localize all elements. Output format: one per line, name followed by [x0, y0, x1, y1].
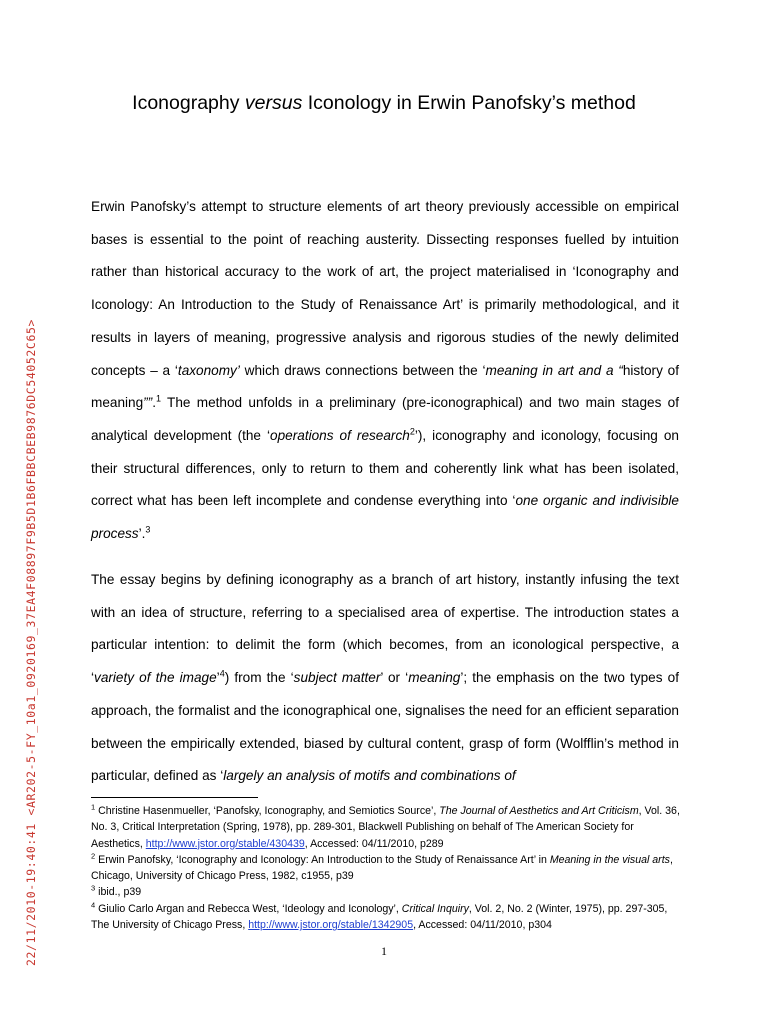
page-number: 1	[381, 944, 387, 958]
footnotes	[91, 803, 681, 933]
footnote-1: $^1$ Christine Hasenmueller, ‘Panofsky, Iconography, and Semiotics Source’, The Journal of Aesthetics and Art Criticism, Vol. 36, No. 3, Critical Interpretation (Spring, 1978), pp. 289-301, Blackwell Publishing on behalf of The American Society for Aesthetics, http://www.jstor.org/stable/430439, Accessed: 04/11/2010, p289	[91, 802, 680, 850]
document-id-stamp: 22/11/2010-19:40:41 <AR202-5-FY_10a1_0920169_37EA4F08897F9B5D1B6FBBCBEB9876DC54052C65>	[24, 318, 38, 966]
jstor-link[interactable]: http://www.jstor.org/stable/1342905	[248, 919, 414, 932]
footnote-separator	[91, 797, 258, 798]
paragraph-2: The essay begins by defining iconography as a branch of art history, instantly infusing the text with an idea of structure, referring to a specialised area of expertise. The introduction states a particular intention: to delimit the form (which becomes, from an iconological perspective, a ‘variety of the image’$^4$) from the ‘subject matter’ or ‘meaning’; the emphasis on the two types of approach, the formalist and the iconographical one, signalises the need for an efficient separation between the empirically extended, biased by cultural content, grasp of form (Wolfflin’s method in particular, defined as ‘largely an analysis of motifs and combinations of	[91, 572, 679, 784]
footnote-4: $^4$ Giulio Carlo Argan and Rebecca West, ‘Ideology and Iconology’, Critical Inquiry, Vol. 2, No. 2 (Winter, 1975), pp. 297-305, The University of Chicago Press, http://www.jstor.org/stable/1342905, Accessed: 04/11/2010, p304	[91, 900, 668, 932]
footnote-ref[interactable]: 4	[219, 668, 225, 679]
footnote-2: $^2$ Erwin Panofsky, ‘Iconography and Iconology: An Introduction to the Study of Renaissance Art’ in Meaning in the visual arts, Chicago, University of Chicago Press, 1982, c1955, p39	[91, 851, 673, 883]
footnote-ref[interactable]: 2	[409, 426, 415, 437]
page-title: Iconography versus Iconology in Erwin Panofsky’s method	[132, 92, 636, 114]
footnote-ref[interactable]: 1	[156, 393, 162, 404]
jstor-link[interactable]: http://www.jstor.org/stable/430439	[145, 837, 305, 850]
footnote-ref[interactable]: 3	[145, 524, 151, 535]
footnote-3: $^3$ ibid., p39	[91, 883, 142, 899]
paragraph-1: Erwin Panofsky’s attempt to structure elements of art theory previously accessible on empirical bases is essential to the point of reaching austerity. Dissecting responses fuelled by intuition rather than historical accuracy to the work of art, the project materialised in ‘Iconography and Iconology: An Introduction to the Study of Renaissance Art’ is primarily methodological, and it results in layers of meaning, progressive analysis and rigorous studies of the newly delimited concepts – a ‘taxonomy’ which draws connections between the ‘meaning in art and a “history of meaning””.$^1$ The method unfolds in a preliminary (pre-iconographical) and two main stages of analytical development (the ‘operations of research$^2$’), iconography and iconology, focusing on their structural differences, only to return to them and coherently link what has been isolated, correct what has been left incomplete and condense everything into ‘one organic and indivisible process’.$^3$	[91, 199, 679, 542]
